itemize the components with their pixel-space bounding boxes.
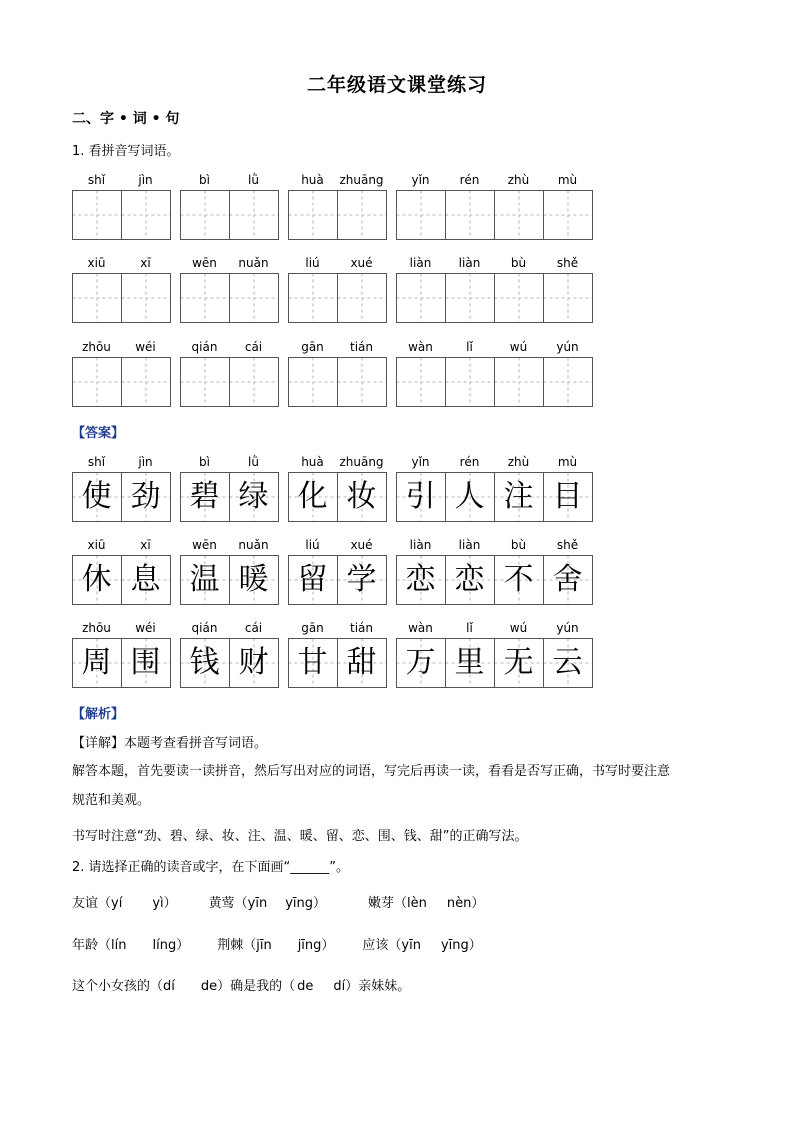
answer-character: 云: [552, 645, 583, 680]
answer-tag: 【答案】: [72, 426, 125, 441]
pinyin-label: wéi: [135, 621, 156, 635]
page-title: 二年级语文课堂练习: [306, 74, 487, 96]
pinyin-label: xué: [350, 538, 373, 552]
answer-character: 围: [130, 645, 161, 680]
answer-character: 财: [238, 645, 269, 680]
q2-item: 嫩芽（: [368, 896, 408, 911]
pinyin-label: wēn: [192, 256, 217, 270]
q2-option-b: de）确是我的（: [200, 979, 296, 994]
pinyin-label: zhuāng: [339, 173, 384, 187]
pinyin-label: lǜ: [248, 173, 259, 187]
answer-character: 恋: [405, 562, 436, 597]
pinyin-label: bù: [510, 538, 527, 552]
q2-option-a: yí: [111, 896, 123, 911]
q2-option-b: nèn）: [446, 896, 485, 911]
pinyin-label: tián: [350, 340, 373, 354]
pinyin-label: liàn: [409, 538, 432, 552]
pinyin-label: yún: [556, 621, 579, 635]
pinyin-label: nuǎn: [238, 538, 269, 552]
writing-grid: [288, 190, 387, 240]
q2-option-a: de: [297, 979, 314, 994]
analysis-line-1: 解答本题，首先要读一读拼音，然后写出对应的词语，写完后再读一读，看看是否写正确，书写时要注意: [72, 764, 671, 779]
question-2-prompt: 2. 请选择正确的读音或字，在下面画“______”。: [72, 860, 350, 875]
answer-character: 钱: [189, 645, 220, 680]
q2-line-1: [72, 888, 732, 920]
pinyin-label: zhuāng: [339, 455, 384, 469]
answer-character: 息: [130, 562, 161, 597]
pinyin-label: jìn: [138, 455, 153, 469]
pinyin-label: shǐ: [87, 173, 106, 187]
answer-character: 人: [454, 479, 485, 514]
pinyin-label: rén: [459, 173, 480, 187]
q2-item: 友谊（: [72, 896, 112, 911]
answer-character: 甘: [297, 645, 328, 680]
q2-item: 年龄（: [72, 938, 112, 953]
answer-character: 暖: [238, 562, 269, 597]
q2-option-a: lín: [111, 938, 127, 953]
writing-grid: [180, 357, 279, 407]
answer-character: 休: [81, 562, 112, 597]
pinyin-label: wēn: [192, 538, 217, 552]
pinyin-label: lǐ: [466, 340, 473, 354]
analysis-detail: 【详解】本题考查看拼音写词语。: [72, 736, 268, 751]
answer-character: 里: [454, 645, 485, 680]
pinyin-label: shě: [556, 256, 579, 270]
answer-character: 学: [346, 562, 377, 597]
answer-character: 注: [503, 479, 534, 514]
pinyin-label: huà: [301, 173, 324, 187]
answer-character: 甜: [346, 645, 377, 680]
answer-character: 劲: [130, 479, 161, 514]
pinyin-label: bì: [199, 173, 210, 187]
pinyin-label: bù: [510, 256, 527, 270]
pinyin-label: qián: [191, 340, 218, 354]
writing-grid: [288, 357, 387, 407]
q2-option-b: yì）: [152, 896, 177, 911]
answer-character: 不: [503, 562, 534, 597]
answer-character: 留: [297, 562, 328, 597]
pinyin-label: zhōu: [82, 340, 111, 354]
pinyin-label: cái: [244, 340, 263, 354]
pinyin-label: jìn: [138, 173, 153, 187]
pinyin-label: shǐ: [87, 455, 106, 469]
q2-option-a: lèn: [407, 896, 427, 911]
answer-character: 舍: [552, 562, 583, 597]
pinyin-label: lǐ: [466, 621, 473, 635]
q2-line-2: [72, 930, 732, 962]
analysis-tag: 【解析】: [72, 707, 125, 722]
writing-grid: [396, 357, 593, 407]
pinyin-label: liú: [305, 538, 320, 552]
pinyin-label: xué: [350, 256, 373, 270]
pinyin-label: mù: [557, 173, 578, 187]
answer-character: 碧: [189, 479, 220, 514]
answer-character: 温: [189, 562, 220, 597]
pinyin-label: nuǎn: [238, 256, 269, 270]
pinyin-label: rén: [459, 455, 480, 469]
answer-character: 万: [405, 645, 436, 680]
pinyin-label: zhù: [507, 455, 530, 469]
pinyin-label: wú: [509, 340, 528, 354]
pinyin-label: wàn: [408, 340, 433, 354]
answer-character: 绿: [238, 479, 269, 514]
pinyin-label: tián: [350, 621, 373, 635]
pinyin-label: gān: [301, 621, 324, 635]
pinyin-label: bì: [199, 455, 210, 469]
pinyin-label: yǐn: [411, 173, 430, 187]
q2-option-a: dí: [163, 979, 175, 994]
q2-item: 荆棘（: [217, 938, 257, 953]
pinyin-label: wàn: [408, 621, 433, 635]
pinyin-label: qián: [191, 621, 218, 635]
writing-grid: [72, 273, 171, 323]
q2-option-a: yīn: [247, 896, 268, 911]
q2-option-b: jīng）: [297, 938, 335, 953]
answer-character: 引: [405, 479, 436, 514]
q2-option-b: yīng）: [285, 896, 326, 911]
q2-item: 黄莺（: [208, 896, 248, 911]
writing-grid: [288, 273, 387, 323]
answer-character: 化: [297, 479, 328, 514]
answer-character: 无: [503, 645, 534, 680]
pinyin-label: shě: [556, 538, 579, 552]
q2-option-a: jīn: [256, 938, 272, 953]
answer-character: 恋: [454, 562, 485, 597]
writing-grid: [180, 273, 279, 323]
pinyin-label: huà: [301, 455, 324, 469]
q2-sentence-part: 这个小女孩的（: [72, 979, 164, 994]
writing-grid: [396, 190, 593, 240]
q2-option-a: yīn: [401, 938, 421, 953]
pinyin-label: zhù: [507, 173, 530, 187]
pinyin-label: liàn: [409, 256, 432, 270]
q2-option-b: yīng）: [440, 938, 482, 953]
q2-option-b: líng）: [152, 938, 190, 953]
answer-character: 妆: [346, 479, 377, 514]
analysis-line-3: 书写时注意“劲、碧、绿、妆、注、温、暖、留、恋、围、钱、甜”的正确写法。: [72, 829, 528, 844]
pinyin-label: liàn: [458, 538, 481, 552]
pinyin-label: gān: [301, 340, 324, 354]
pinyin-label: xiū: [87, 538, 106, 552]
writing-grid: [72, 357, 171, 407]
pinyin-label: cái: [244, 621, 263, 635]
pinyin-label: liú: [305, 256, 320, 270]
q2-line-3: [72, 971, 732, 1003]
pinyin-label: xī: [140, 256, 151, 270]
pinyin-label: mù: [557, 455, 578, 469]
analysis-line-2: 规范和美观。: [72, 793, 151, 808]
writing-grid: [72, 190, 171, 240]
section-heading: 二、字 • 词 • 句: [72, 111, 180, 127]
answer-character: 使: [81, 479, 112, 514]
answer-character: 周: [81, 645, 112, 680]
q2-item: 应该（: [362, 938, 402, 953]
pinyin-label: wéi: [135, 340, 156, 354]
pinyin-label: lǜ: [248, 455, 259, 469]
pinyin-label: yǐn: [411, 455, 430, 469]
q2-option-b: dí）亲妹妹。: [333, 979, 411, 994]
pinyin-label: liàn: [458, 256, 481, 270]
pinyin-label: wú: [509, 621, 528, 635]
pinyin-label: xī: [140, 538, 151, 552]
pinyin-label: yún: [556, 340, 579, 354]
writing-grid: [396, 273, 593, 323]
writing-grid: [180, 190, 279, 240]
pinyin-label: xiū: [87, 256, 106, 270]
question-1-prompt: 1. 看拼音写词语。: [72, 144, 180, 159]
answer-character: 目: [552, 479, 583, 514]
pinyin-label: zhōu: [82, 621, 111, 635]
